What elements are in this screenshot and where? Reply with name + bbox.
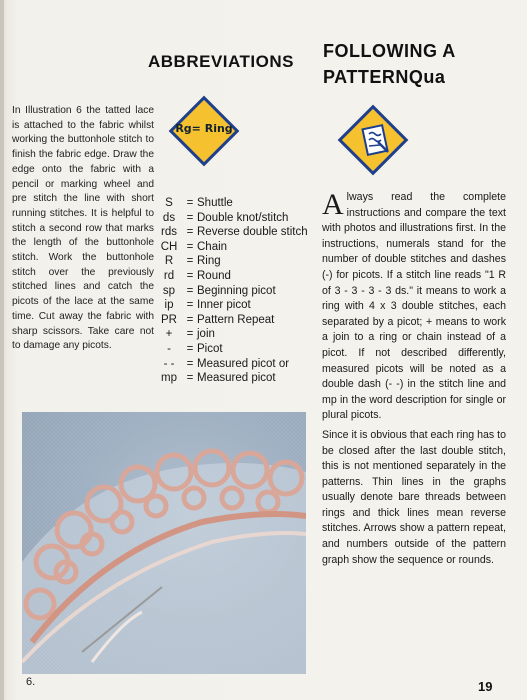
tatted-lace-photo [22,412,306,674]
illustration-description: In Illustration 6 the tatted lace is attached to the fabric whilst working the buttonhole stitch to finish the fabric edge. Draw the edge onto the fabric with a pencil or marking wheel and pre stitch the line with short running stitches. It is helpful to stitch a second row that marks the length of the buttonhole stitch. Work the buttonhole stitch over the previously stitched lines and catch the picots of the lace at the same time. Cut away the fabric with sharp scissors. Take care not to damage any picots. [12,105,154,352]
following-pattern-text [322,190,506,572]
page-number: 19 [478,679,493,694]
abbreviation-key: R [164,255,174,268]
abbreviation-key: PR [161,313,177,326]
abbreviation-row [155,225,315,240]
abbreviation-meaning: Chain [197,240,228,253]
ring-icon-label: Rg= Ring [175,122,233,135]
heading-line-2: PATTERNQua [323,67,446,87]
abbreviation-row [155,211,315,226]
equals-sign: = [186,269,194,282]
equals-sign: = [186,284,194,297]
abbreviation-meaning: Beginning picot [197,284,276,297]
abbreviation-key: rd [163,269,175,282]
abbreviation-row [155,298,315,313]
paragraph-2: Since it is obvious that each ring has to be closed after the last double stitch, this is not mentioned separately in the patterns. Thin lines in the graphs usually denote bare threads between rings and thick lines mean reverse stitches. Arrows show a pattern repeat, and numbers outside of the pattern graph show the sequence or rounds. [322,428,506,566]
abbreviation-meaning: Double knot/stitch [197,211,289,224]
abbreviation-row [155,196,315,211]
abbreviation-row [155,284,315,299]
equals-sign: = [186,255,194,268]
following-a-pattern-heading [323,38,523,90]
abbreviation-row [155,313,315,328]
abbreviation-meaning: Reverse double stitch [197,226,308,239]
equals-sign: = [186,240,194,253]
equals-sign: = [186,313,194,326]
heading-line-1: FOLLOWING A [323,41,456,61]
abbreviation-meaning: Measured picot or [197,357,290,370]
abbreviation-key: rds [161,226,177,239]
abbreviation-key: mp [161,372,177,385]
abbreviation-row [155,254,315,269]
abbreviation-key: ds [162,211,176,224]
abbreviation-key: + [165,328,173,341]
equals-sign: = [186,299,194,312]
page-spine-shadow [0,0,4,700]
pattern-sheet-icon [358,124,392,158]
abbreviation-row [155,342,315,357]
abbreviation-key: - - [163,357,175,370]
paragraph-1-text: lways read the complete instructions and compare the text with photos and illustrations first. In the instructions, numerals stand for the number of double stitches and dashes (-) for picots. If a stitch line reads "1 R of 3 - 3 - 3 - 3 ds." it means to work a ring with 4 x 3 double stitches, each separated by a picot; + means to work a join to a ring or chain instead of a picot. If not described differently, measured picots will be noted as a double dash (- -) in the stitch line and mp in the word description for single or plural picots. [322,191,506,422]
abbreviation-meaning: Pattern Repeat [197,313,275,326]
abbreviation-row [155,357,315,372]
abbreviation-meaning: Measured picot [197,372,276,385]
abbreviation-key: ip [164,299,174,312]
abbreviation-key: CH [160,240,178,253]
lace-illustration [22,412,306,674]
abbreviation-meaning: Inner picot [197,299,251,312]
abbreviation-row [155,371,315,386]
equals-sign: = [186,211,194,224]
abbreviation-meaning: Shuttle [197,197,233,209]
abbreviations-list [155,196,315,386]
equals-sign: = [186,197,194,209]
abbreviation-meaning: Ring [197,255,221,268]
abbreviation-row [155,269,315,284]
abbreviation-key: sp [162,284,176,297]
equals-sign: = [186,328,194,341]
abbreviation-key: - [167,342,171,355]
drop-cap: A [322,188,344,221]
abbreviation-meaning: Picot [197,342,223,355]
equals-sign: = [186,357,194,370]
figure-number: 6. [26,676,36,688]
paragraph-1 [322,190,506,424]
abbreviation-row [155,240,315,255]
abbreviation-key: S [165,197,173,209]
abbreviations-heading: ABBREVIATIONS [148,52,294,71]
abbreviation-row [155,327,315,342]
abbreviation-meaning: join [197,328,215,341]
equals-sign: = [186,342,194,355]
equals-sign: = [186,226,194,239]
equals-sign: = [186,372,194,385]
abbreviation-meaning: Round [197,269,231,282]
